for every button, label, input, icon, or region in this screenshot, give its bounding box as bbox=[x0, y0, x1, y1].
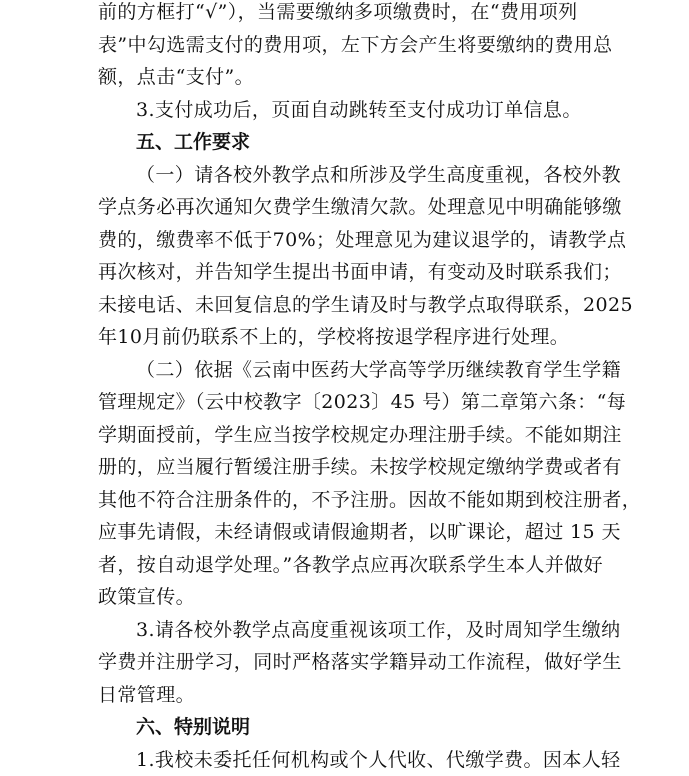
paragraph-requirement-3 bbox=[98, 614, 594, 712]
text-line: 学费并注册学习，同时严格落实学籍异动工作流程，做好学生 bbox=[98, 646, 594, 679]
text-line: 者，按自动退学处理。”各教学点应再次联系学生本人并做好 bbox=[98, 549, 594, 582]
paragraph-step-3 bbox=[98, 94, 594, 127]
text-line: 表”中勾选需支付的费用项，左下方会产生将要缴纳的费用总 bbox=[98, 29, 594, 62]
text-line: 应事先请假，未经请假或请假逾期者，以旷课论，超过 15 天 bbox=[98, 516, 594, 549]
text-line: 额，点击“支付”。 bbox=[98, 61, 594, 94]
text-line: 费的，缴费率不低于70%；处理意见为建议退学的，请教学点 bbox=[98, 224, 594, 257]
text-line: （二）依据《云南中医药大学高等学历继续教育学生学籍 bbox=[98, 354, 594, 387]
section-heading-special-notes: 六、特别说明 bbox=[98, 711, 594, 744]
text-line: 学期面授前，学生应当按学校规定办理注册手续。不能如期注 bbox=[98, 419, 594, 452]
text-line: 日常管理。 bbox=[98, 679, 594, 712]
text-line: 3.支付成功后，页面自动跳转至支付成功订单信息。 bbox=[98, 94, 594, 127]
paragraph-note-1 bbox=[98, 744, 594, 776]
text-line: 年10月前仍联系不上的，学校将按退学程序进行处理。 bbox=[98, 321, 594, 354]
text-line: 管理规定》（云中校教字〔2023〕45 号）第二章第六条：“每 bbox=[98, 386, 594, 419]
text-line: 政策宣传。 bbox=[98, 581, 594, 614]
paragraph-requirement-2 bbox=[98, 354, 594, 614]
section-heading-work-requirements: 五、工作要求 bbox=[98, 126, 594, 159]
paragraph-payment-instructions bbox=[98, 0, 594, 94]
text-line: 3.请各校外教学点高度重视该项工作，及时周知学生缴纳 bbox=[98, 614, 594, 647]
text-line: 未接电话、未回复信息的学生请及时与教学点取得联系，2025 bbox=[98, 289, 594, 322]
text-line: （一）请各校外教学点和所涉及学生高度重视，各校外教 bbox=[98, 159, 594, 192]
text-line: 其他不符合注册条件的，不予注册。因故不能如期到校注册者， bbox=[98, 484, 594, 517]
text-line: 1.我校未委托任何机构或个人代收、代缴学费。因本人轻 bbox=[98, 744, 594, 776]
document-page bbox=[98, 0, 594, 776]
text-line: 再次核对，并告知学生提出书面申请，有变动及时联系我们； bbox=[98, 256, 594, 289]
text-line: 册的，应当履行暂缓注册手续。未按学校规定缴纳学费或者有 bbox=[98, 451, 594, 484]
text-line: 学点务必再次通知欠费学生缴清欠款。处理意见中明确能够缴 bbox=[98, 191, 594, 224]
text-line: 前的方框打“√”），当需要缴纳多项缴费时，在“费用项列 bbox=[98, 0, 594, 29]
paragraph-requirement-1 bbox=[98, 159, 594, 354]
